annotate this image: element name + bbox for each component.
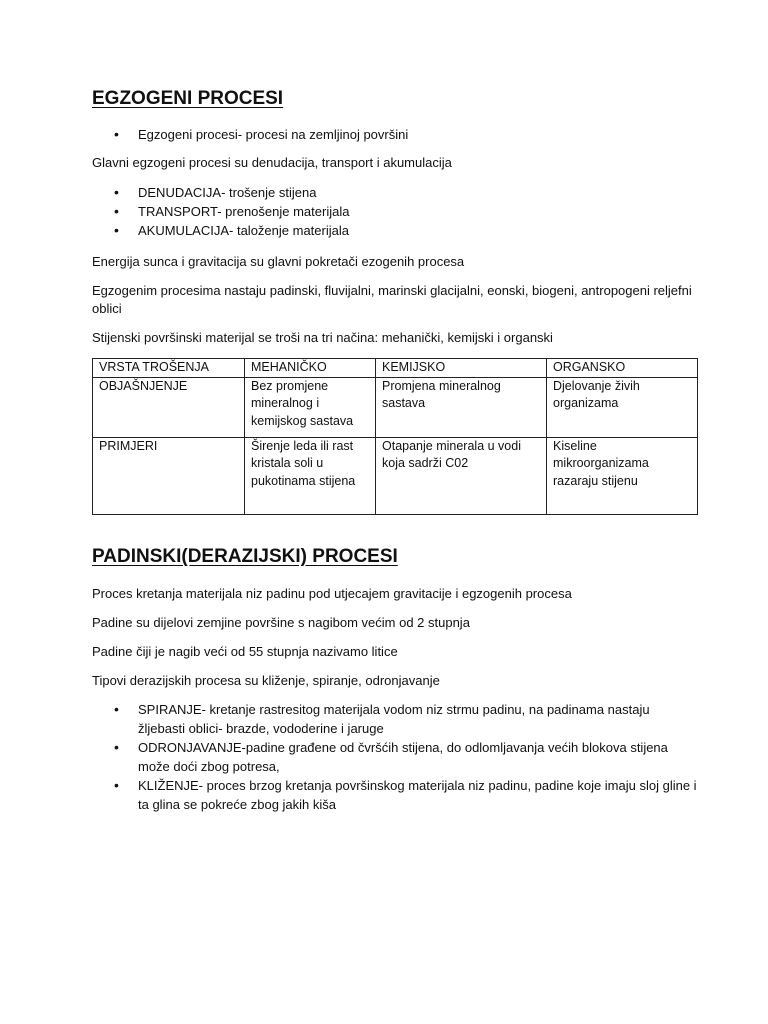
list-item: • DENUDACIJA- trošenje stijena — [92, 183, 700, 202]
table-cell: Djelovanje živih organizama — [547, 377, 698, 437]
table-cell: Širenje leda ili rast kristala soli u pukotinama stijena — [245, 437, 376, 514]
table-cell: MEHANIČKO — [245, 359, 376, 378]
table-row — [93, 437, 698, 514]
list-item: • SPIRANJE- kretanje rastresitog materijala vodom niz strmu padinu, na padinama nastaju žljebasti oblici- brazde, vododerine i jaruge — [92, 700, 700, 738]
list-item: • KLIŽENJE- proces brzog kretanja površinskog materijala niz padinu, padine koje imaju sloj gline i ta glina se pokreće zbog jakih kiša — [92, 776, 700, 814]
list-item: • ODRONJAVANJE-padine građene od čvršćih stijena, do odlomljavanja većih blokova stijena može doći zbog potresa, — [92, 738, 700, 776]
paragraph-definition: Proces kretanja materijala niz padinu pod utjecajem gravitacije i egzogenih procesa — [92, 586, 572, 601]
section-heading-egzogeni: EGZOGENI PROCESI — [92, 88, 284, 109]
table-cell: Bez promjene mineralnog i kemijskog sastava — [245, 377, 376, 437]
list-item: • Egzogeni procesi- procesi na zemljinoj površini — [92, 125, 700, 144]
paragraph-weathering: Stijenski površinski materijal se troši na tri načina: mehanički, kemijski i organski — [92, 330, 553, 345]
intro-bullet-list — [92, 125, 700, 144]
paragraph-types: Tipovi derazijskih procesa su kliženje, spiranje, odronjavanje — [92, 673, 440, 688]
table-cell: Kiseline mikroorganizama razaraju stijenu — [547, 437, 698, 514]
table-cell: VRSTA TROŠENJA — [93, 359, 245, 378]
weathering-table — [92, 358, 698, 515]
table-cell: KEMIJSKO — [376, 359, 547, 378]
table-row — [93, 377, 698, 437]
paragraph-main-processes: Glavni egzogeni procesi su denudacija, transport i akumulacija — [92, 155, 452, 170]
table-cell: ORGANSKO — [547, 359, 698, 378]
table-cell: Otapanje minerala u vodi koja sadrži C02 — [376, 437, 547, 514]
table-cell: OBJAŠNJENJE — [93, 377, 245, 437]
weathering-table-wrapper — [92, 358, 700, 515]
paragraph-slopes: Padine su dijelovi zemjine površine s nagibom većim od 2 stupnja — [92, 615, 470, 630]
process-bullet-list — [92, 183, 700, 240]
table-cell: PRIMJERI — [93, 437, 245, 514]
list-item: • AKUMULACIJA- taloženje materijala — [92, 221, 700, 240]
paragraph-relief: Egzogenim procesima nastaju padinski, fluvijalni, marinski glacijalni, eonski, biogeni, antropogeni reljefni oblici — [92, 283, 692, 316]
table-header-row — [93, 359, 698, 378]
list-item: • TRANSPORT- prenošenje materijala — [92, 202, 700, 221]
paragraph-cliffs: Padine čiji je nagib veći od 55 stupnja nazivamo litice — [92, 644, 398, 659]
paragraph-energy: Energija sunca i gravitacija su glavni pokretači ezogenih procesa — [92, 254, 465, 269]
table-cell: Promjena mineralnog sastava — [376, 377, 547, 437]
types-bullet-list — [92, 700, 700, 814]
section-heading-padinski: PADINSKI(DERAZIJSKI) PROCESI — [92, 546, 398, 567]
